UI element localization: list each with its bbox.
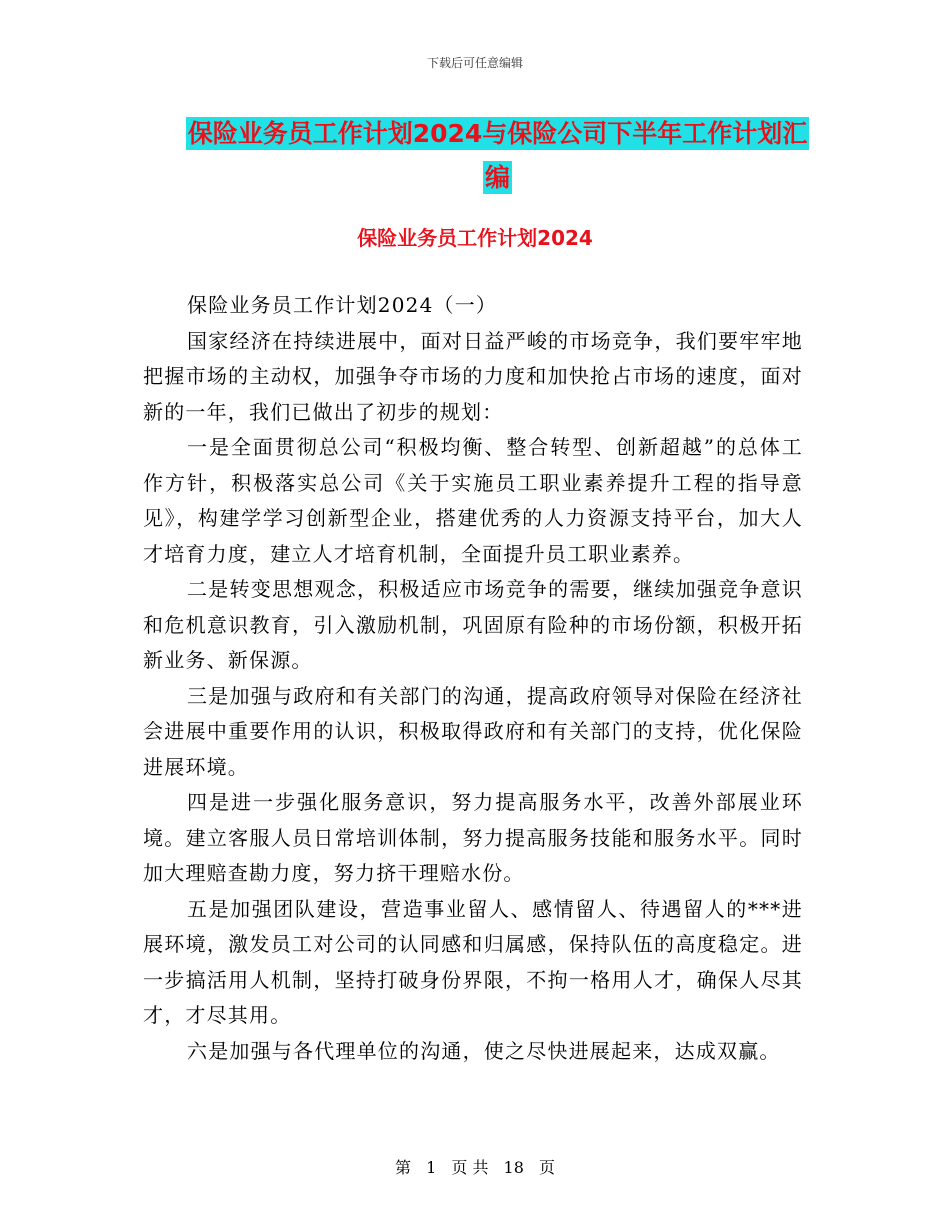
section-title: 保险业务员工作计划2024 (357, 226, 593, 250)
page-footer (0, 1155, 950, 1178)
paragraph: 二是转变思想观念，积极适应市场竞争的需要，继续加强竞争意识和危机意识教育，引入激励机制，巩固原有险种的市场份额，积极开拓新业务、新保源。 (143, 577, 803, 672)
main-title (185, 112, 810, 200)
total-pages: 18 (503, 1158, 524, 1177)
paragraph: 一是全面贯彻总公司“积极均衡、整合转型、创新超越”的总体工作方针，积极落实总公司《关于实施员工职业素养提升工程的指导意见》，构建学学习创新型企业，搭建优秀的人力资源支持平台，加大人才培育力度，建立人才培育机制，全面提升员工职业素养。 (143, 435, 803, 566)
header-note: 下载后可任意编辑 (426, 56, 523, 70)
footer-prefix: 第 (394, 1158, 411, 1177)
body-text (143, 288, 803, 1069)
paragraph: 四是进一步强化服务意识，努力提高服务水平，改善外部展业环境。建立客服人员日常培训体制，努力提高服务技能和服务水平。同时加大理赔查勘力度，努力挤干理赔水份。 (143, 790, 803, 885)
paragraph: 三是加强与政府和有关部门的沟通，提高政府领导对保险在经济社会进展中重要作用的认识，积极取得政府和有关部门的支持，优化保险进展环境。 (143, 683, 803, 779)
paragraph: 五是加强团队建设，营造事业留人、感情留人、待遇留人的***进展环境，激发员工对公司的认同感和归属感，保持队伍的高度稳定。进一步搞活用人机制，坚持打破身份界限，不拘一格用人才，确保人尽其才，才尽其用。 (143, 896, 803, 1027)
paragraph: 六是加强与各代理单位的沟通，使之尽快进展起来，达成双赢。 (187, 1038, 781, 1063)
main-title-text: 保险业务员工作计划2024与保险公司下半年工作计划汇编 (187, 119, 808, 192)
current-page-number: 1 (426, 1158, 437, 1177)
paragraph-heading: 保险业务员工作计划2024（一） (187, 293, 498, 317)
footer-middle: 页 共 (451, 1158, 489, 1177)
paragraph: 国家经济在持续进展中，面对日益严峻的市场竞争，我们要牢牢地把握市场的主动权，加强争夺市场的力度和加快抢占市场的速度，面对新的一年，我们已做出了初步的规划： (143, 328, 803, 424)
footer-suffix: 页 (539, 1158, 556, 1177)
